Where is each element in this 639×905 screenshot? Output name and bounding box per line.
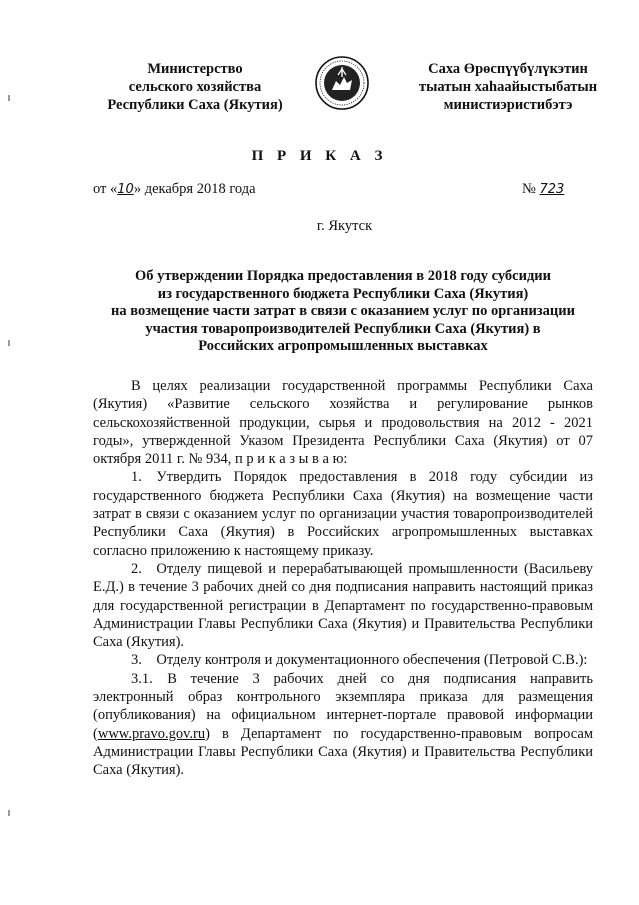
ministry-name-line: министиэристибэтэ: [443, 97, 573, 113]
ministry-name-line: Министерство: [147, 61, 243, 77]
order-date: [93, 181, 256, 198]
order-body: [93, 377, 593, 780]
order-subject: [93, 268, 593, 356]
ministry-name-line: Республики Саха (Якутия): [107, 97, 283, 113]
ministry-name-line: сельского хозяйства: [128, 79, 262, 95]
order-subject-line: Российских агропромышленных выставках: [198, 338, 488, 354]
item-3-1-paragraph: [93, 670, 593, 780]
order-subject-line: Об утверждении Порядка предоставления в 2018 году субсидии: [135, 268, 551, 284]
ministry-name-line: тыатын хаһаайыстыбатын: [418, 79, 598, 95]
item-3-1-text-start: 3.1. В течение 3 рабочих дней со дня подписания направить электронный образ контрольного экземпляра приказа для размещения (опубликования) на официальном интернет-портале правовой информации (: [93, 670, 593, 742]
order-date-day: 10: [117, 182, 134, 197]
scan-margin-mark: [8, 340, 10, 346]
scan-margin-mark: [8, 810, 10, 816]
order-number: [522, 181, 564, 198]
document-title: П Р И К А З: [251, 148, 388, 164]
ministry-name-line: Саха Өрөспүүбүлүкэтин: [428, 61, 588, 77]
item-3-1-text-end: ) в Департамент по государственно-правовым вопросам Администрации Главы Республики Саха (Якутия) и Правительства Республики Саха (Якутия).: [93, 725, 593, 779]
order-date-prefix: от «: [93, 181, 118, 197]
order-number-value: 723: [539, 182, 565, 197]
item-1-paragraph: 1. Утвердить Порядок предоставления в 2018 году субсидии из государственного бюджета Республики Саха (Якутия) на возмещение части затрат в связи с оказанием услуг по организации участия товаропроизводителей Республики Саха (Якутия) в Российских агропромышленных выставках согласно приложению к настоящему приказу.: [93, 469, 593, 559]
ministry-name-yakut: [408, 60, 608, 114]
order-subject-line: на возмещение части затрат в связи с оказанием услуг по организации: [111, 303, 575, 319]
order-number-label: №: [522, 181, 536, 197]
pravo-gov-link[interactable]: www.pravo.gov.ru: [97, 725, 206, 742]
ministry-name-russian: [95, 60, 295, 114]
preamble-paragraph: В целях реализации государственной программы Республики Саха (Якутия) «Развитие сельского хозяйства и регулирование рынков сельскохозяйственной продукции, сырья и продовольствия на 2012 - 2021 годы», утвержденной Указом Президента Республики Саха (Якутия) от 07 октября 2011 г. № 934, п р и к а з ы в а ю:: [93, 378, 593, 468]
city: г. Якутск: [316, 218, 373, 234]
yakutia-emblem-icon: [314, 55, 370, 111]
item-2-paragraph: 2. Отделу пищевой и перерабатывающей промышленности (Васильеву Е.Д.) в течение 3 рабочих дней со дня подписания направить настоящий приказ для государственной регистрации в Департамент по государственно-правовым Администрации Главы Республики Саха (Якутия) и Правительства Республики Саха (Якутия).: [93, 560, 593, 651]
item-3-paragraph: 3. Отделу контроля и документационного обеспечения (Петровой С.В.):: [131, 652, 588, 669]
order-subject-line: участия товаропроизводителей Республики Саха (Якутия) в: [145, 320, 541, 337]
order-date-suffix: » декабря 2018 года: [133, 181, 256, 197]
order-subject-line: из государственного бюджета Республики Саха (Якутия): [157, 285, 529, 302]
scan-margin-mark: [8, 95, 10, 101]
